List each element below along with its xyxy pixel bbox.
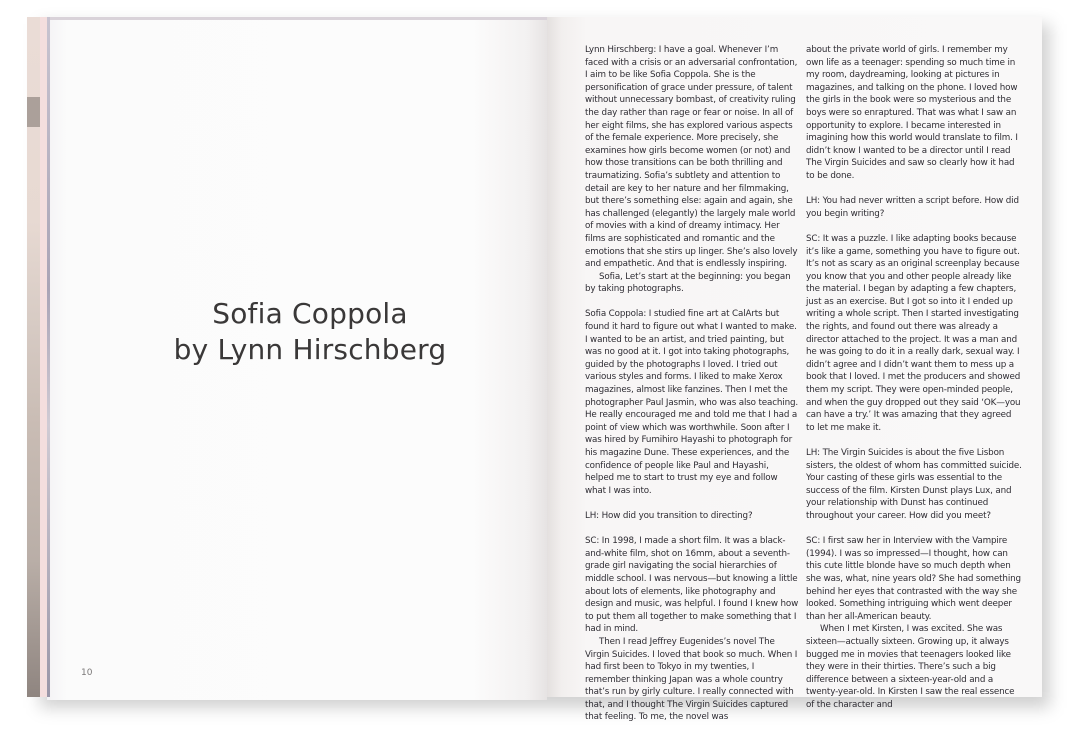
- paragraph: Then I read Jeffrey Eugenides’s novel The Virgin Suicides. I loved that book so much. When I had first been to Tokyo in my twenties, I remember thinking Japan was a whole country that’s run by girly culture. I really connected with that, and I thought The Virgin Suicides captured that feeling. To me, the novel was: [585, 636, 798, 723]
- paragraph: LH: The Virgin Suicides is about the five Lisbon sisters, the oldest of whom has committed suicide. Your casting of these girls was essential to the success of the film. Kirsten Dunst plays Lux, and your relationship with Dunst has continued throughout your career. How did you meet?: [806, 448, 1022, 521]
- paragraph: Sofia Coppola: I studied fine art at CalArts but found it hard to figure out what I wanted to make. I wanted to be an artist, and tried painting, but was no good at it. I got into taking photographs, guided by the photographs I loved. I tried out various styles and forms. I liked to make Xerox magazines, almost like fanzines. Then I met the photographer Paul Jasmin, who was also teaching. He really encouraged me and told me that I had a point of view which was worthwhile. Soon after I was hired by Fumihiro Hayashi to photograph for his magazine Dune. These experiences, and the confidence of people like Paul and Hayashi, helped me to start to trust my eye and follow what I was into.: [585, 309, 799, 496]
- page-edge-strip: [40, 17, 47, 697]
- paragraph: Lynn Hirschberg: I have a goal. Whenever I’m faced with a crisis or an adversarial confrontation, I aim to be like Sofia Coppola. She is the personification of grace under pressure, of talent without unnecessary bombast, of creativity ruling the day rather than rage or fear or noise. In all of her eight films, she has explored various aspects of the female experience. More precisely, she examines how girls become women (or not) and how those transitions can be both thrilling and traumatizing. Sofia’s subtlety and attention to detail are key to her nature and her filmmaking, but there’s something else: again and again, she has challenged (elegantly) the largely male world of movies with a kind of dreamy intimacy. Her films are sophisticated and romantic and the emotions that she stirs up linger. She’s also lovely and empathetic. And that is endlessly inspiring.: [585, 45, 798, 270]
- underlying-photo-page-edge: [27, 17, 40, 697]
- text-column-1: [585, 44, 799, 724]
- paragraph: When I met Kirsten, I was excited. She was sixteen—actually sixteen. Growing up, it always bugged me in movies that teenagers looked like they were in their thirties. There’s such a big difference between a sixteen-year-old and a twenty-year-old. In Kirsten I saw the real essence of the character and: [806, 624, 1015, 710]
- paragraph: Sofia, Let’s start at the beginning: you began by taking photographs.: [585, 271, 791, 295]
- page-number: 10: [81, 668, 93, 678]
- title-line-1: Sofia Coppola: [212, 297, 408, 330]
- paragraph: about the private world of girls. I remember my own life as a teenager: spending so much time in my room, daydreaming, looking at pictures in magazines, and talking on the phone. I loved how the girls in the book were so mysterious and the boys were so enraptured. That was what I saw an opportunity to explore. I became interested in imagining how this world would translate to film. I didn’t know I wanted to be a director until I read The Virgin Suicides and saw so clearly how it had to be done.: [806, 45, 1018, 181]
- paragraph: LH: How did you transition to directing?: [585, 510, 753, 521]
- text-column-2: [806, 44, 1022, 711]
- paragraph: SC: It was a puzzle. I like adapting books because it’s like a game, something you have to figure out. It’s not as scary as an original screenplay because you know that you and other people already like the material. I began by adapting a few chapters, just as an exercise. But I got so into it I ended up writing a whole script. Then I started investigating the rights, and found out there was already a director attached to the project. It was a man and he was going to do it in a really dark, sexual way. I didn’t agree and I didn’t want them to mess up a book that I loved. I met the producers and showed them my script. They were open-minded people, and when the guy dropped out they said ‘OK—you can have a try.’ It was amazing that they agreed to let me make it.: [806, 233, 1021, 433]
- paragraph: SC: In 1998, I made a short film. It was a black-and-white film, shot on 16mm, about a seventh-grade girl navigating the social hierarchies of middle school. I was nervous—but knowing a little about lots of elements, like photography and design and music, was helpful. I found I knew how to put them all together to make something that I had in mind.: [585, 536, 799, 635]
- title-line-2: by Lynn Hirschberg: [173, 333, 447, 366]
- paragraph: SC: I first saw her in Interview with the Vampire (1994). I was so impressed—I thought, how can this cute little blonde have so much depth when she was, what, nine years old? She had something behind her eyes that contrasted with the way she looked. Something intriguing which went deeper than her all-American beauty.: [806, 536, 1021, 622]
- paragraph: LH: You had never written a script before. How did you begin writing?: [806, 196, 1019, 219]
- left-page-inner-edge: [47, 17, 50, 697]
- article-title: [155, 296, 465, 368]
